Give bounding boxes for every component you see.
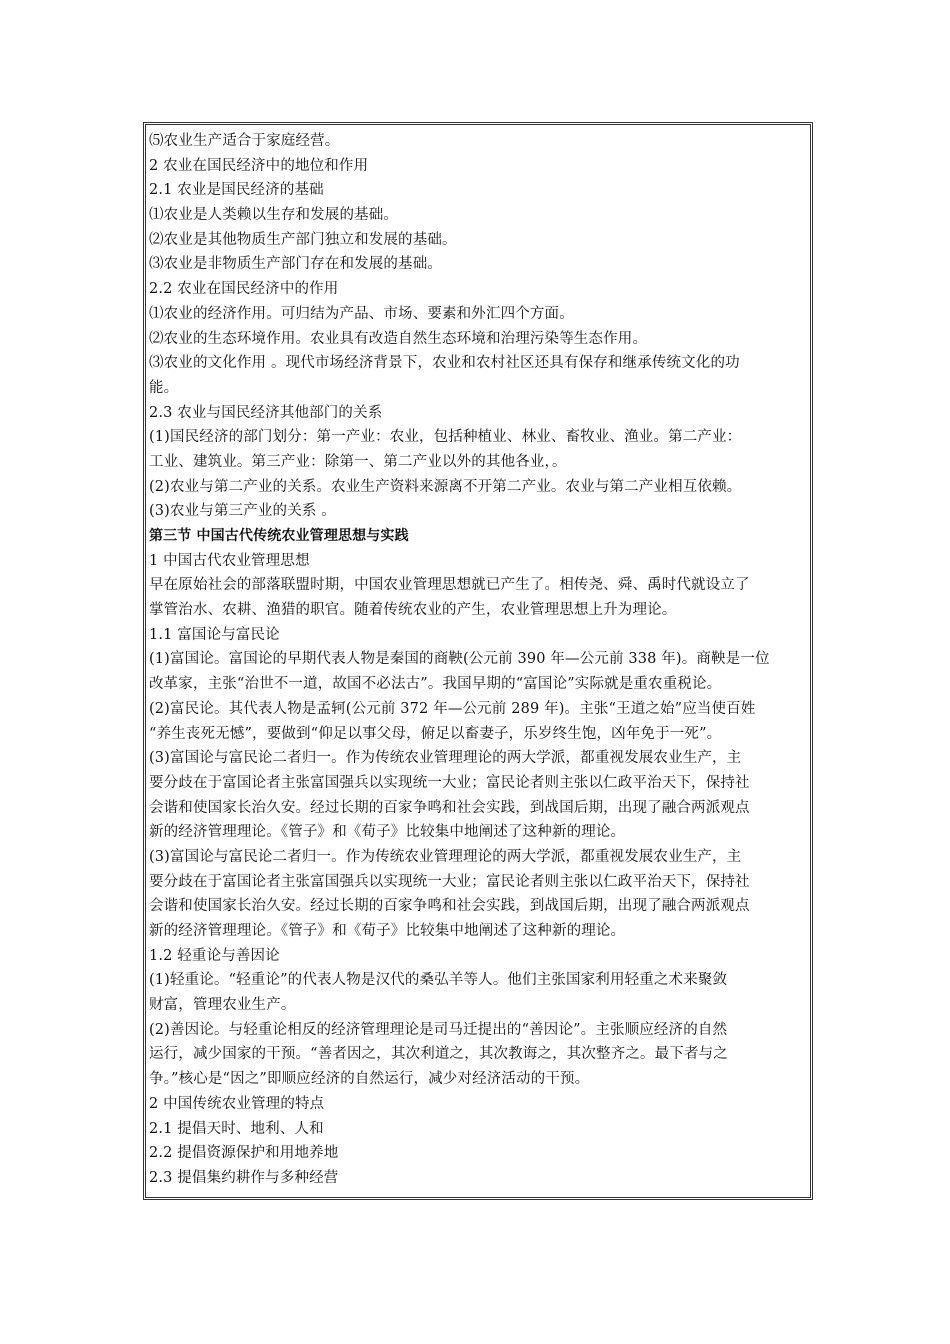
text-line: 掌管治水、农耕、渔猎的职官。随着传统农业的产生，农业管理思想上升为理论。 (149, 602, 677, 619)
text-line: ⑴农业的经济作用。可归结为产品、市场、要素和外汇四个方面。 (149, 305, 574, 322)
text-line: 早在原始社会的部落联盟时期，中国农业管理思想就已产生了。相传尧、舜、禹时代就设立了 (149, 577, 750, 594)
text-line: ⑶农业的文化作用 。现代市场经济背景下，农业和农村社区还具有保存和继承传统文化的功 (149, 355, 740, 372)
text-line: 新的经济管理理论。《管子》和《荀子》比较集中地阐述了这种新的理论。 (149, 923, 626, 939)
text-line: 2 中国传统农业管理的特点 (149, 1095, 325, 1112)
text-line: ⑵农业是其他物质生产部门独立和发展的基础。 (149, 231, 457, 248)
text-line: ⑴农业是人类赖以生存和发展的基础。 (149, 207, 399, 224)
text-line: 2.1 农业是国民经济的基础 (149, 182, 324, 199)
text-line: 2.1 提倡天时、地利、人和 (149, 1120, 324, 1137)
text-line: 2.2 农业在国民经济中的作用 (149, 281, 339, 298)
text-line: 工业、建筑业。第三产业：除第一、第二产业以外的其他各业，。 (149, 453, 567, 470)
text-line: 2.2 提倡资源保护和用地养地 (149, 1145, 339, 1162)
text-line: (1)国民经济的部门划分：第一产业：农业，包括种植业、林业、畜牧业、渔业。第二产业： (149, 429, 742, 446)
text-line: 会谐和使国家长治久安。经过长期的百家争鸣和社会实践，到战国后期，出现了融合两派观点 (149, 799, 750, 816)
text-line: 运行，减少国家的干预。“善者因之，其次利道之，其次教诲之，其次整齐之。最下者与之 (149, 1046, 728, 1063)
text-line: 1.2 轻重论与善因论 (149, 947, 280, 964)
text-line: 2.3 提倡集约耕作与多种经营 (149, 1169, 339, 1186)
text-line: (2)农业与第二产业的关系。农业生产资料来源离不开第二产业。农业与第二产业相互依赖。 (149, 478, 742, 495)
text-line: 要分歧在于富国论者主张富国强兵以实现统一大业；富民论者则主张以仁政平治天下，保持社 (149, 873, 750, 890)
text-line: 能。 (149, 379, 179, 396)
section-heading: 第三节 中国古代传统农业管理思想与实践 (149, 528, 409, 544)
text-line: 改革家，主张“治世不一道，故国不必法古”。我国早期的“富国论”实际就是重农重税论。 (149, 676, 722, 693)
text-line: 要分歧在于富国论者主张富国强兵以实现统一大业；富民论者则主张以仁政平治天下，保持社 (149, 774, 750, 791)
text-line: “养生丧死无憾”，要做到“仰足以事父母，俯足以畜妻子，乐岁终生饱，凶年免于一死”。 (149, 725, 722, 742)
text-line: ⑶农业是非物质生产部门存在和发展的基础。 (149, 256, 442, 273)
text-line: 新的经济管理理论。《管子》和《荀子》比较集中地阐述了这种新的理论。 (149, 824, 626, 841)
text-line: 2.3 农业与国民经济其他部门的关系 (149, 404, 383, 421)
text-line: (2)富民论。其代表人物是孟轲(公元前 372 年—公元前 289 年)。主张“王道之始”应当使百姓 (149, 700, 756, 717)
text-line: ⑵农业的生态环境作用。农业具有改造自然生态环境和治理污染等生态作用。 (149, 330, 648, 347)
text-line: (3)富国论与富民论二者归一。作为传统农业管理理论的两大学派，都重视发展农业生产，主 (149, 750, 742, 767)
text-line: (1)富国论。富国论的早期代表人物是秦国的商鞅(公元前 390 年—公元前 338 年)。商鞅是一位 (149, 651, 770, 668)
text-line: (3)富国论与富民论二者归一。作为传统农业管理理论的两大学派，都重视发展农业生产，主 (149, 848, 742, 865)
text-line: 1.1 富国论与富民论 (149, 626, 280, 643)
text-line: 争。”核心是“因之”即顺应经济的自然运行，减少对经济活动的干预。 (149, 1071, 590, 1088)
text-line: 会谐和使国家长治久安。经过长期的百家争鸣和社会实践，到战国后期，出现了融合两派观点 (149, 898, 750, 915)
text-line: 财富，管理农业生产。 (149, 997, 296, 1014)
document-page-frame (143, 122, 813, 1200)
text-line: 1 中国古代农业管理思想 (149, 552, 310, 569)
text-line: (3)农业与第三产业的关系 。 (149, 503, 336, 520)
text-line: ⑸农业生产适合于家庭经营。 (149, 133, 340, 149)
text-line: (2)善因论。与轻重论相反的经济管理理论是司马迁提出的“善因论”。主张顺应经济的自然 (149, 1021, 728, 1038)
document-body (149, 129, 800, 1191)
text-line: (1)轻重论。“轻重论”的代表人物是汉代的桑弘羊等人。他们主张国家利用轻重之术来聚敛 (149, 972, 728, 989)
text-line: 2 农业在国民经济中的地位和作用 (149, 157, 369, 174)
